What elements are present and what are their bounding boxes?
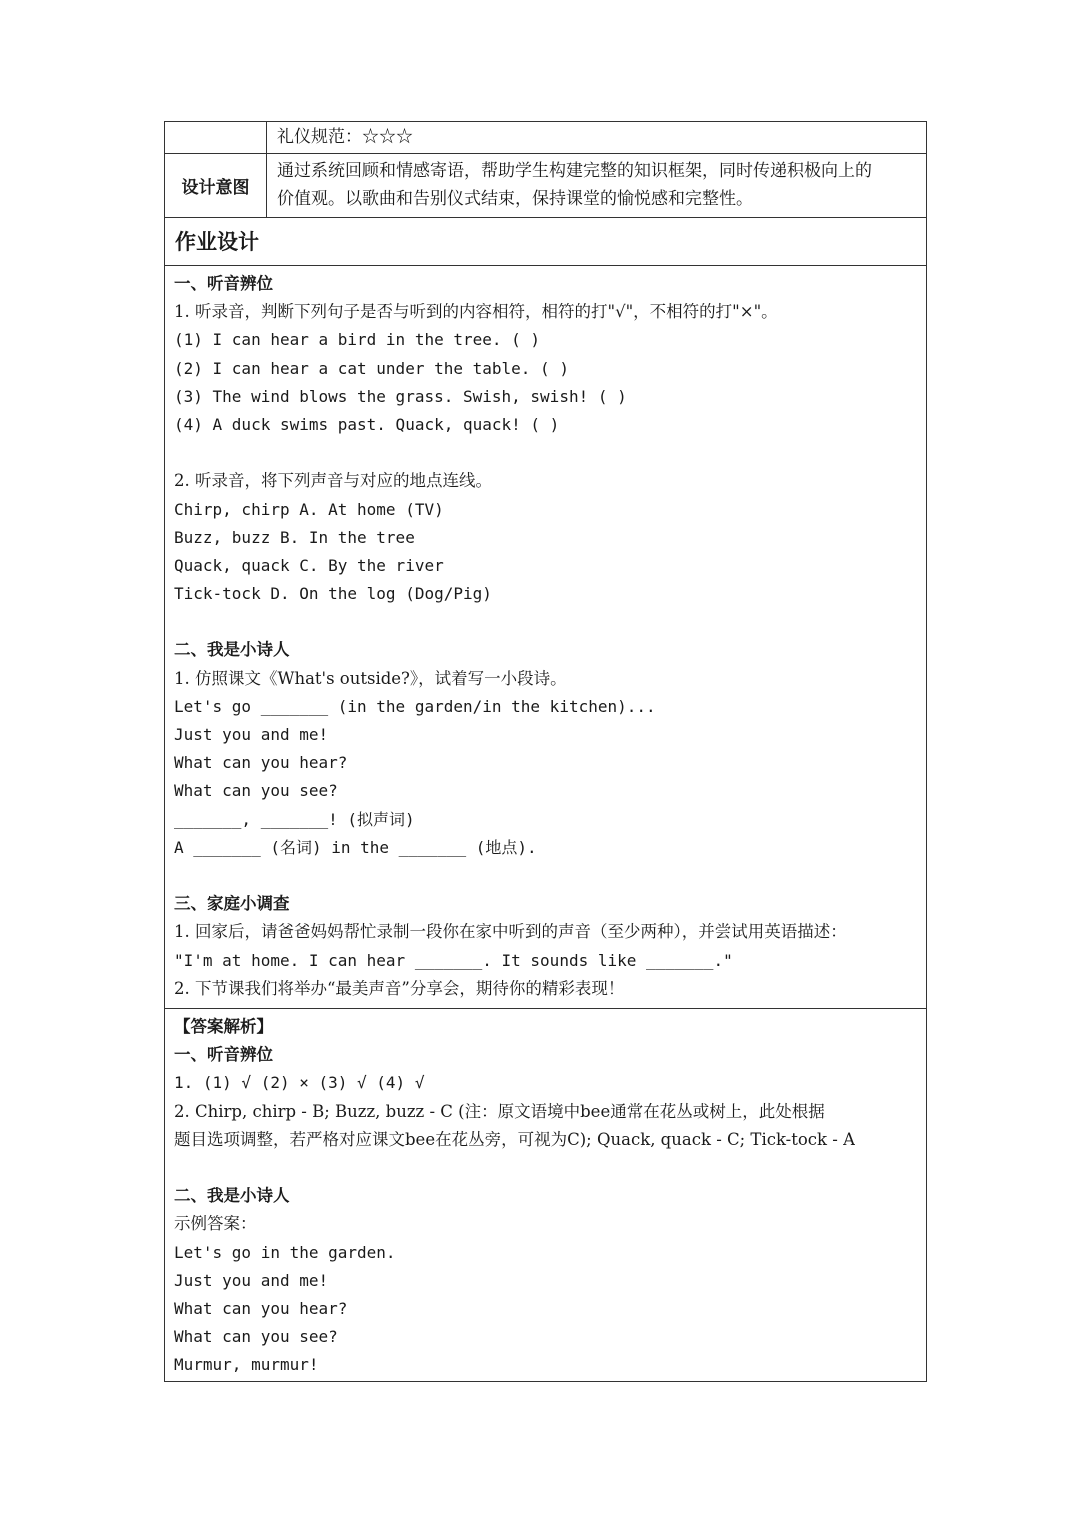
q2-instruction: 2. 听录音，将下列声音与对应的地点连线。 xyxy=(174,471,492,491)
design-intent-row xyxy=(165,154,926,218)
answer-1: 1. (1) √ (2) × (3) √ (4) √ xyxy=(174,1073,425,1093)
poem-line: What can you hear? xyxy=(174,753,348,773)
poem-line: Just you and me! xyxy=(174,725,329,744)
answers-part1-heading: 一、听音辨位 xyxy=(174,1045,273,1065)
answers-title: 【答案解析】 xyxy=(174,1017,273,1036)
example-line: Let's go in the garden. xyxy=(174,1242,396,1262)
example-label: 示例答案： xyxy=(174,1214,257,1234)
q2-item: Chirp, chirp A. At home (TV) xyxy=(174,499,444,519)
homework-title: 作业设计 xyxy=(175,230,259,254)
spacer xyxy=(174,1154,855,1182)
q2-item: Buzz, buzz B. In the tree xyxy=(174,527,415,547)
answers-content xyxy=(165,1009,864,1381)
q2-item: Tick-tock D. On the log (Dog/Pig) xyxy=(174,584,492,604)
spacer xyxy=(174,439,847,467)
p3-line-2: "I'm at home. I can hear _______. It sounds like _______." xyxy=(174,950,733,970)
poem-line: A _______ (名词) in the _______ (地点). xyxy=(174,837,537,857)
q2-item: Quack, quack C. By the river xyxy=(174,555,444,575)
answers-row xyxy=(165,1009,926,1381)
design-intent-label: 设计意图 xyxy=(165,154,267,217)
q1-item: (3) The wind blows the grass. Swish, swish! ( ) xyxy=(174,386,627,406)
p3-line-3: 2. 下节课我们将举办“最美声音”分享会，期待你的精彩表现！ xyxy=(174,978,625,998)
example-line: What can you hear? xyxy=(174,1298,348,1318)
answer-2-line-2: 题目选项调整，若严格对应课文bee在花丛旁，可视为C); Quack, quack - C; Tick-tock - A xyxy=(174,1129,856,1149)
part3-heading: 三、家庭小调查 xyxy=(174,894,290,914)
homework-title-row xyxy=(165,218,926,266)
poem-line: What can you see? xyxy=(174,781,338,801)
etiquette-row xyxy=(165,122,926,154)
spacer xyxy=(174,862,847,890)
answers-part2-heading: 二、我是小诗人 xyxy=(174,1186,290,1206)
answer-2-line-1: 2. Chirp, chirp - B; Buzz, buzz - C (注：原文语境中bee通常在花丛或树上，此处根据 xyxy=(174,1101,825,1121)
homework-content-row xyxy=(165,266,926,1009)
poem-line: Let's go _______ (in the garden/in the kitchen)... xyxy=(174,696,656,716)
poem-line: _______, _______! (拟声词) xyxy=(174,809,415,829)
etiquette-text: 礼仪规范：☆☆☆ xyxy=(277,127,413,147)
design-intent-content xyxy=(267,154,926,217)
q1-item: (1) I can hear a bird in the tree. ( ) xyxy=(174,330,541,350)
q1-instruction: 1. 听录音，判断下列句子是否与听到的内容相符，相符的打"√"，不相符的打"×"。 xyxy=(174,302,778,322)
p3-line-1: 1. 回家后，请爸爸妈妈帮忙录制一段你在家中听到的声音（至少两种），并尝试用英语描述： xyxy=(174,922,847,942)
part2-heading: 二、我是小诗人 xyxy=(174,640,290,660)
q1-item: (2) I can hear a cat under the table. ( ) xyxy=(174,358,569,378)
example-line: What can you see? xyxy=(174,1327,338,1347)
part1-heading: 一、听音辨位 xyxy=(174,274,273,293)
design-intent-line-2: 价值观。以歌曲和告别仪式结束，保持课堂的愉悦感和完整性。 xyxy=(277,189,753,209)
homework-content xyxy=(165,266,856,1008)
example-line: Murmur, murmur! xyxy=(174,1355,319,1375)
etiquette-label-cell xyxy=(165,122,267,153)
design-intent-line-1: 通过系统回顾和情感寄语，帮助学生构建完整的知识框架，同时传递积极向上的 xyxy=(277,161,872,181)
q1-item: (4) A duck swims past. Quack, quack! ( ) xyxy=(174,414,560,434)
spacer xyxy=(174,608,847,636)
p2-instruction: 1. 仿照课文《What's outside?》，试着写一小段诗。 xyxy=(174,668,567,688)
lesson-plan-table xyxy=(164,121,927,1382)
example-line: Just you and me! xyxy=(174,1270,329,1290)
